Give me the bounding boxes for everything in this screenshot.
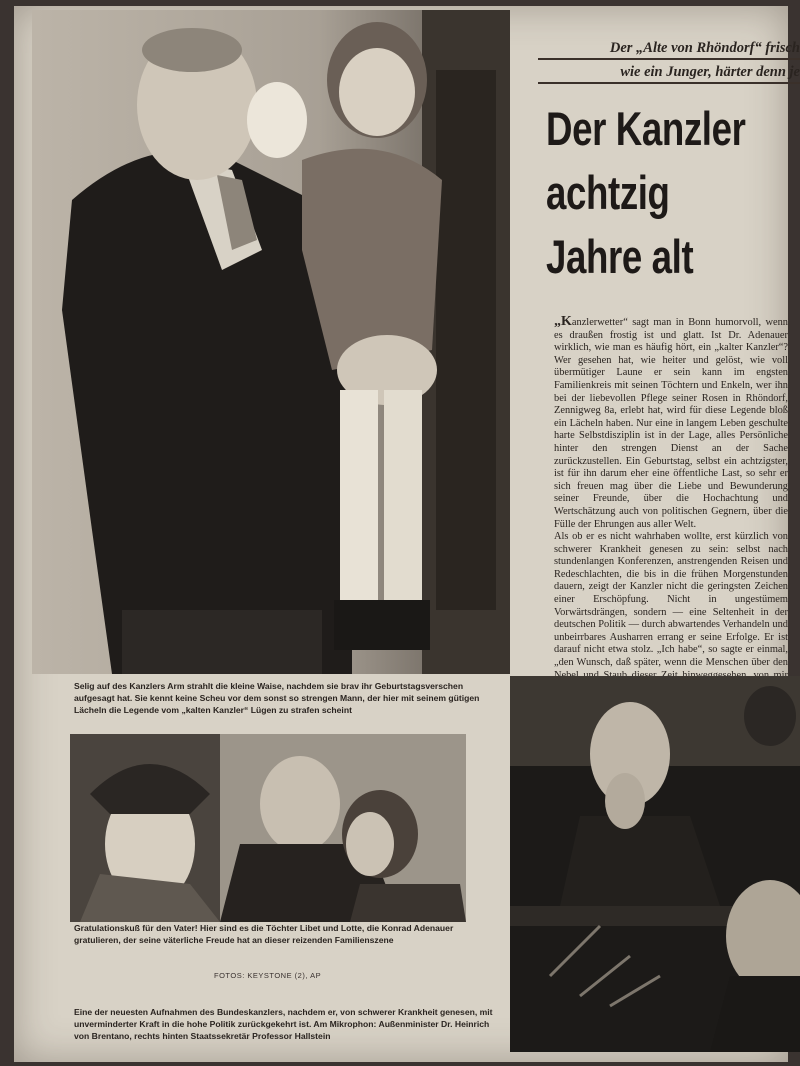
magazine-page — [14, 6, 800, 1062]
photo-chancellor-holding-girl — [32, 10, 510, 674]
kicker-line-2: wie ein Junger, härter denn je — [538, 62, 800, 84]
photo-daughters-kiss — [70, 734, 466, 922]
caption-kiss-photo: Gratulationskuß für den Vater! Hier sind es die Töchter Libet und Lotte, die Konrad Adenauer gratulieren, der seine väterliche Freude hat an dieser reizenden Familienszene — [74, 923, 454, 945]
headline-line-3: Jahre alt — [546, 230, 694, 283]
article-paragraph-1 — [554, 316, 788, 531]
caption-adenauer-photo: Eine der neuesten Aufnahmen des Bundeskanzlers, nachdem er, von schwerer Krankheit genesen, mit unverminderter Kraft in die hohe Politik zurückgekehrt ist. Am Mikrophon: Außenminister Dr. Heinrich von Brentano, rechts hinten Staatssekretär Professor Hallstein — [74, 1007, 493, 1041]
drop-cap: „K — [554, 314, 572, 329]
photo-adenauer-bundestag — [510, 676, 800, 1052]
article-paragraph-2: Als ob er es nicht wahrhaben wollte, erst kürzlich von schwerer Krankheit genesen zu sein: selbst nach stundenlangen Konferenzen, anstrengenden Reisen und Redeschlachten, die bis in die frühen Morgenstunden dauern, zeigt der Kanzler nicht die geringsten Zeichen einer Erschöpfung. Nicht in ungestümem Vorwärtsdrängen, sondern — eine Seltenheit in der deutschen Politik — durch abwartendes Verhandeln und unbeirrbares Ausharren errang er seine Erfolge. Er ist darauf nicht etwa stolz. „Ich habe“, so sagte er einmal, „den Wunsch, daß später, wenn die Menschen über den — [554, 531, 788, 669]
photo-credit: FOTOS: KEYSTONE (2), AP — [214, 971, 322, 980]
headline-line-2: achtzig — [546, 166, 670, 219]
article-body — [554, 316, 788, 695]
caption-main-photo: Selig auf des Kanzlers Arm strahlt die kleine Waise, nachdem sie brav ihr Geburtstagsverschen aufgesagt hat. Sie kennt keine Scheu vor dem sonst so strengen Mann, der hier mit seinem gütigen Lächeln die Legende vom „kalten Kanzler“ Lügen zu strafen scheint — [74, 681, 480, 715]
kicker-line-1: Der „Alte von Rhöndorf“ frisch — [538, 38, 800, 60]
headline-line-1: Der Kanzler — [546, 102, 746, 155]
article-paragraph-1-text: anzlerwetter“ sagt man in Bonn humorvoll, wenn es draußen frostig ist und glatt. Ist Dr. Adenauer wirklich, wie man es häufig hört, ein „kalter Kanzler“? Wer gesehen hat, wie heiter und gelöst, wie voll übermütiger Laune er sein kann im engsten Familienkreis mit seinen Töchtern und Enkeln, wer ihn bei der liebevollen Pflege seiner Rosen in Rhöndorf, Zennigweg 8a, erlebt hat, wird für diese Legende bloß ein Lächeln haben. Nur eine in langem Leben geschulte harte Selbstdisziplin ist in der Lage, alles Persönliche hinter den strengen Dienst an der Sache zurückzustellen. Ein Geburtstag, selbst ein achtzigster, ist für ihn darum eher eine öffentliche Last, so sehr er sich freuen mag über die Liebe und Bewunderung seiner Freunde, über die Hochachtung und Wertschätzung auch von politischen Gegnern, über die Fülle der Ehrungen aus aller Welt. — [554, 317, 788, 530]
